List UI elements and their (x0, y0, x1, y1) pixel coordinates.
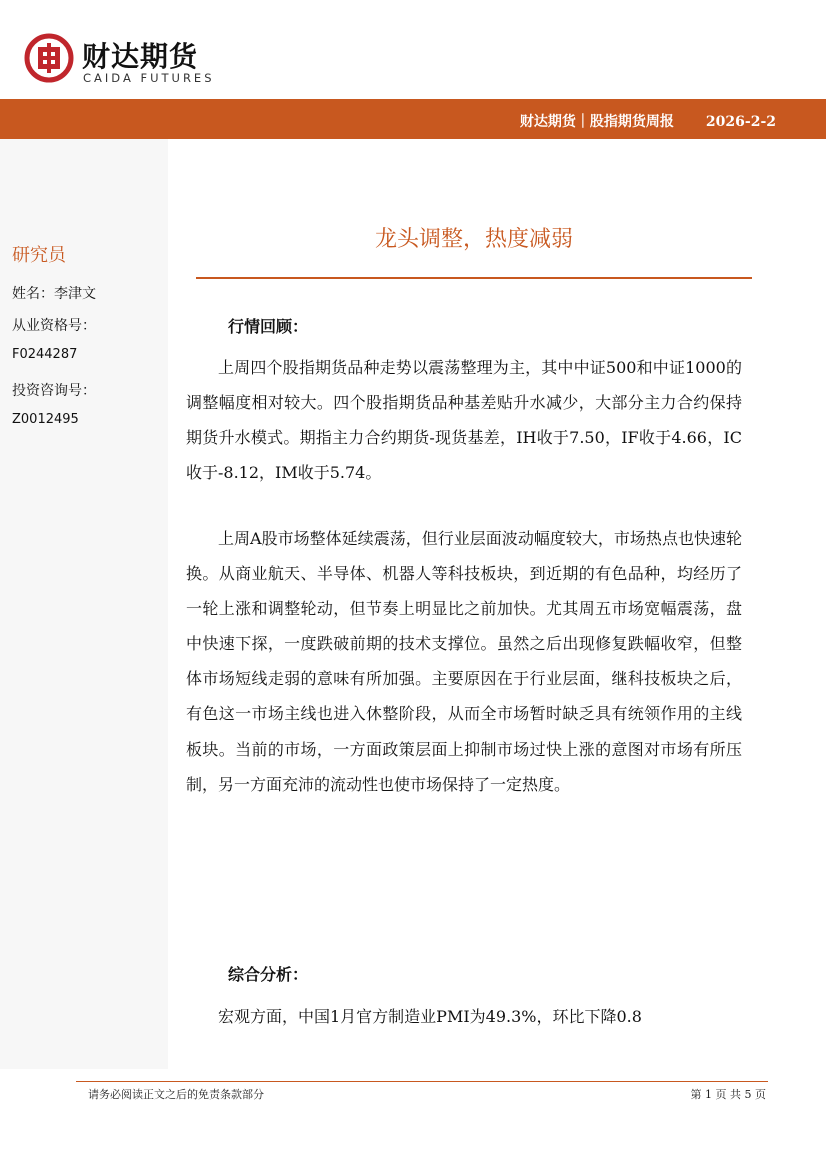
header-band (0, 99, 826, 139)
qualification-number: F0244287 (12, 347, 78, 362)
caida-logo-icon (24, 33, 74, 83)
section-heading-analysis: 综合分析： (228, 965, 309, 984)
page-number: 第 1 页 共 5 页 (690, 1088, 766, 1101)
footer-disclaimer: 请务必阅读正文之后的免责条款部分 (88, 1088, 264, 1101)
footer-divider (76, 1081, 768, 1082)
report-date: 2026-2-2 (705, 114, 776, 130)
researcher-name: 姓名：李津文 (12, 286, 96, 302)
researcher-heading: 研究员 (12, 245, 66, 266)
paragraph-macro: 宏观方面，中国1月官方制造业PMI为49.3%，环比下降0.8 (218, 1007, 642, 1026)
brand-name-en: CAIDA FUTURES (83, 71, 215, 85)
advisory-label: 投资咨询号： (12, 383, 96, 399)
header-info (520, 111, 776, 131)
advisory-number: Z0012495 (12, 412, 79, 427)
report-title: 财达期货｜股指期货周报 (519, 114, 674, 130)
paragraph-market: 上周A股市场整体延续震荡，但行业层面波动幅度较大，市场热点也快速轮换。从商业航天、半导体、机器人等科技板块，到近期的有色品种，均经历了一轮上涨和调整轮动，但节奏上明显比之前加快。尤其周五市场宽幅震荡，盘中快速下探，一度跌破前期的技术支撑位。虽然之后出现修复跌幅收窄，但整体市场短线走弱的意味有所加强。主要原因在于行业层面，继科技板块之后，有色这一市场主线也进入休整阶段，从而全市场暂时缺乏具有统领作用的主线板块。当前的市场，一方面政策层面上抑制市场过快上涨的意图对市场有所压制，另一方面充沛的流动性也使市场保持了一定热度。 (186, 529, 742, 794)
article-title: 龙头调整，热度减弱 (374, 227, 573, 252)
company-logo (24, 33, 224, 89)
brand-name-cn: 财达期货 (82, 40, 199, 73)
paragraph-review: 上周四个股指期货品种走势以震荡整理为主，其中中证500和中证1000的调整幅度相对较大。四个股指期货品种基差贴升水减少，大部分主力合约保持期货升水模式。期指主力合约期货-现货基差，IH收于7.50，IF收于4.66，IC收于-8.12，IM收于5.74。 (186, 358, 742, 483)
qualification-label: 从业资格号： (12, 318, 96, 334)
sidebar-panel (0, 139, 168, 1069)
title-divider (196, 277, 752, 279)
section-heading-review: 行情回顾： (228, 317, 309, 336)
